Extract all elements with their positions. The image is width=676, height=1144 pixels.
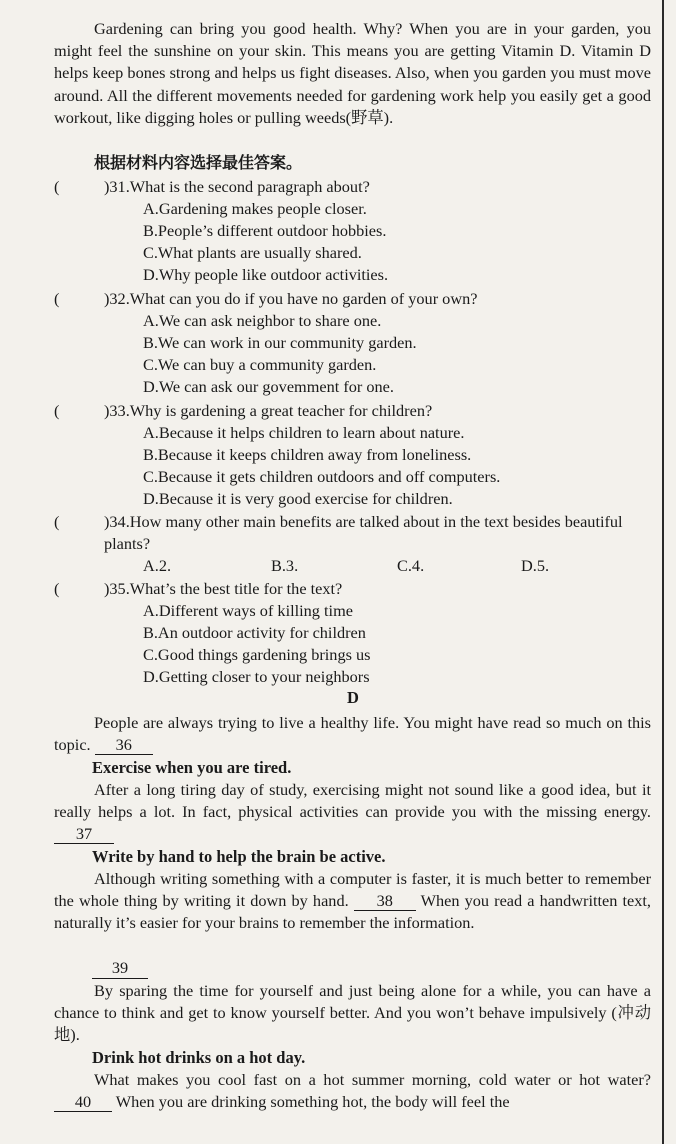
answer-paren[interactable]: ( (54, 579, 60, 598)
answer-paren[interactable]: ( (54, 289, 60, 308)
answer-paren[interactable]: ( (54, 512, 60, 531)
heading-exercise: Exercise when you are tired. (92, 758, 292, 777)
option: A.2. (143, 556, 172, 575)
option: B.People’s different outdoor hobbies. (143, 221, 387, 240)
blank-37[interactable]: 37 (54, 825, 114, 844)
option: B.3. (271, 556, 299, 575)
question-stem: )35.What’s the best title for the text? (104, 579, 343, 598)
passage-d-paragraph-4: What makes you cool fast on a hot summer morning, cold water or hot water? 40 When you are drinking something hot, the body will feel the (54, 1069, 651, 1113)
option: A.We can ask neighbor to share one. (143, 311, 382, 330)
option: A.Different ways of killing time (143, 601, 353, 620)
passage-d-paragraph-2: Although writing something with a computer is faster, it is much better to remember the whole thing by writing it down by hand. 38 When you read a handwritten text, naturally it’s easier for your brains to remember the information. (54, 869, 651, 933)
option: C.What plants are usually shared. (143, 243, 362, 262)
option: C.4. (397, 556, 425, 575)
option: D.5. (521, 556, 550, 575)
question-stem: )33.Why is gardening a great teacher for children? (104, 401, 433, 420)
option: C.We can buy a community garden. (143, 355, 377, 374)
passage-d-paragraph-1: After a long tiring day of study, exercising might not sound like a good idea, but it really helps a lot. In fact, physical activities can provide you with the missing energy. 37 (54, 780, 651, 844)
blank-38[interactable]: 38 (354, 892, 416, 911)
option: B.An outdoor activity for children (143, 623, 366, 642)
passage-d-paragraph-3: By sparing the time for yourself and just being alone for a while, you can have a chance to think and get to know yourself better. And you won’t behave impulsively (冲动地). (54, 981, 651, 1045)
option: D.We can ask our govemment for one. (143, 377, 394, 396)
heading-hot-drinks: Drink hot drinks on a hot day. (92, 1048, 306, 1067)
instruction: 根据材料内容选择最佳答案。 (94, 153, 303, 172)
passage-c-last-paragraph: Gardening can bring you good health. Why? When you are in your garden, you might feel the sunshine on your skin. This means you are getting Vitamin D. Vitamin D helps keep bones strong and helps us fight diseases. Also, when you garden you must move around. All the different movements needed for gardening work help you easily get a good workout, like digging holes or pulling weeds(野草). (54, 19, 651, 127)
answer-paren[interactable]: ( (54, 401, 60, 420)
blank-39[interactable]: 39 (92, 958, 148, 979)
heading-write-by-hand: Write by hand to help the brain be active. (92, 847, 386, 866)
question-34 (54, 511, 654, 555)
passage-d-intro: People are always trying to live a healthy life. You might have read so much on this topic. 36 (54, 713, 651, 755)
section-label: D (347, 688, 359, 707)
option: A.Gardening makes people closer. (143, 199, 367, 218)
option: D.Getting closer to your neighbors (143, 667, 370, 686)
option: A.Because it helps children to learn about nature. (143, 423, 465, 442)
option: D.Why people like outdoor activities. (143, 265, 389, 284)
blank-40[interactable]: 40 (54, 1093, 112, 1112)
question-stem: )31.What is the second paragraph about? (104, 177, 370, 196)
answer-paren[interactable]: ( (54, 177, 60, 196)
blank-36[interactable]: 36 (95, 736, 153, 755)
option: D.Because it is very good exercise for children. (143, 489, 453, 508)
option: C.Because it gets children outdoors and off computers. (143, 467, 501, 486)
page-edge-line (662, 0, 664, 1144)
option: B.We can work in our community garden. (143, 333, 417, 352)
question-stem: )32.What can you do if you have no garden of your own? (104, 289, 478, 308)
option: C.Good things gardening brings us (143, 645, 371, 664)
question-stem: )34.How many other main benefits are talked about in the text besides beautiful plants? (104, 512, 623, 554)
option: B.Because it keeps children away from loneliness. (143, 445, 472, 464)
